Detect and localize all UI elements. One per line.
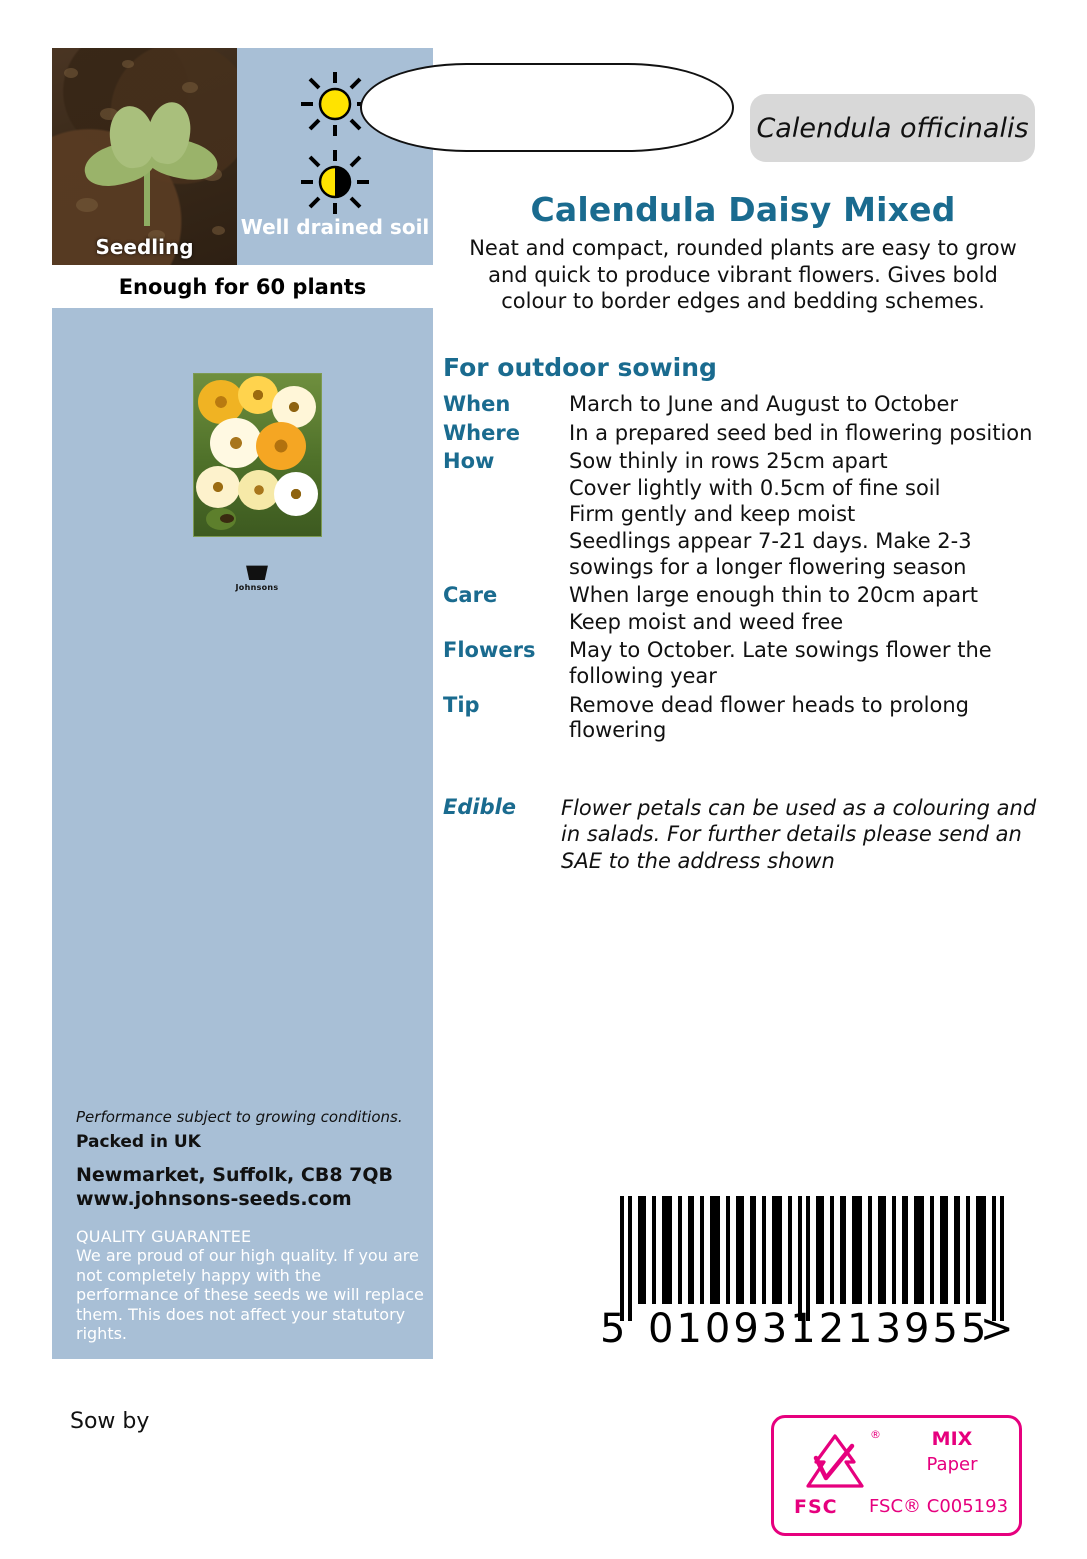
row-value [569,638,1043,692]
table-row [443,449,1043,583]
soil-caption: Well drained soil [240,215,430,239]
table-row [443,392,1043,421]
row-key: How [443,449,495,474]
fsc-code-text: FSC® C005193 [869,1496,1009,1517]
edible-text: Flower petals can be used as a colouring and in salads. For further details please send an SAE to the address shown [561,795,1037,873]
product-description: Neat and compact, rounded plants are easy to grow and quick to produce vibrant flowers. Gives bold colour to border edges and bedding schemes. [469,236,1017,314]
right-panel [443,190,1043,874]
row-value [569,392,1043,421]
row-line: Keep moist and weed free [569,609,844,634]
row-key: Flowers [443,638,536,663]
barcode-trailing: > [980,1306,1017,1352]
row-line: Firm gently and keep moist [569,502,856,527]
quantity-label: Enough for 60 plants [118,274,367,299]
latin-name: Calendula officinalis [756,112,1029,144]
sowing-table [443,392,1043,747]
plant-pot-icon [244,560,270,580]
barcode-bars [620,1196,1010,1321]
row-line: Remove dead flower heads to prolong flowering [569,692,969,743]
page-title: Calendula Daisy Mixed [530,190,956,229]
guarantee-text: We are proud of our high quality. If you are not completely happy with the performance of these seeds we will replace them. This does not affect your statutory rights. [76,1246,424,1344]
row-line: March to June and August to October [569,391,959,416]
row-value [569,449,1043,583]
barcode [600,1196,1020,1371]
performance-note: Performance subject to growing conditions. [76,1107,403,1126]
fsc-certification-badge [771,1415,1022,1536]
row-line: When large enough thin to 20cm apart [569,583,979,608]
barcode-number: 010931213955 [648,1306,990,1352]
table-row [443,583,1043,638]
hang-tab-cutout [360,63,734,152]
legal-block [76,1108,426,1344]
latin-name-pill [750,94,1035,162]
row-key: Where [443,420,520,445]
seedling-caption: Seedling [95,235,194,259]
row-key: When [443,391,511,416]
fsc-mix-text: MIX [931,1428,973,1450]
fsc-registered-mark: ® [870,1428,881,1441]
row-key: Tip [443,692,480,717]
quantity-band [52,265,433,308]
company-address [76,1164,426,1212]
table-row [443,638,1043,692]
edible-note [443,795,1043,874]
edible-key: Edible [443,794,517,819]
row-line: In a prepared seed bed in flowering position [569,420,1033,445]
fsc-tree-icon [796,1432,874,1494]
row-line: Seedlings appear 7-21 days. Make 2-3 sowings for a longer flowering season [569,529,972,579]
johnsons-logo [222,560,292,610]
table-row [443,421,1043,450]
barcode-digits [600,1306,1020,1350]
fsc-mark-text: FSC [794,1496,838,1518]
website-line[interactable]: www.johnsons-seeds.com [76,1187,352,1210]
seedling-photo [52,48,237,265]
table-row [443,693,1043,747]
row-value [569,693,1043,747]
sowing-heading: For outdoor sowing [443,352,717,382]
flower-photo [193,373,322,537]
barcode-lead-digit: 5 [600,1306,629,1352]
row-line: Cover lightly with 0.5cm of fine soil [569,475,941,500]
left-panel [52,48,433,1359]
fsc-paper-text: Paper [926,1454,978,1475]
packed-in-uk: Packed in UK [76,1131,201,1152]
row-value [569,421,1043,450]
row-key: Care [443,583,498,608]
address-line: Newmarket, Suffolk, CB8 7QB [76,1163,394,1186]
guarantee-title: QUALITY GUARANTEE [76,1227,252,1247]
half-sun-icon [295,148,375,216]
row-line: Sow thinly in rows 25cm apart [569,449,888,474]
sow-by-label: Sow by [70,1409,150,1434]
brand-name: Johnsons [235,583,279,592]
row-line: May to October. Late sowings flower the following year [569,638,992,689]
row-value [569,583,1043,638]
